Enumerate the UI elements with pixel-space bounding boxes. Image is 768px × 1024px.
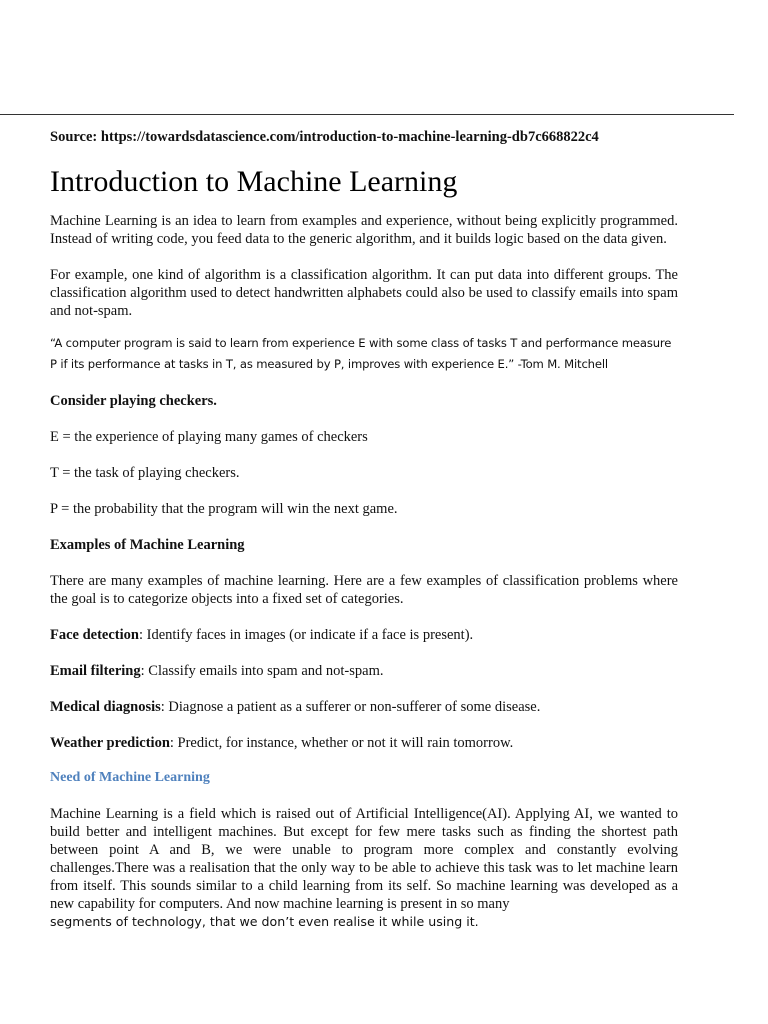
example-desc: : Predict, for instance, whether or not it will rain tomorrow. bbox=[169, 735, 514, 751]
page-title: Introduction to Machine Learning bbox=[50, 165, 458, 198]
intro-paragraph: Machine Learning is an idea to learn from examples and experience, without being explicitly programmed. Instead of writing code, you feed data to the generic algorithm, and it builds logic based on the data given. bbox=[50, 213, 678, 247]
example-desc: : Diagnose a patient as a sufferer or non-sufferer of some disease. bbox=[160, 699, 541, 715]
checkers-e: E = the experience of playing many games of checkers bbox=[50, 429, 368, 445]
document-body bbox=[50, 127, 678, 931]
checkers-p: P = the probability that the program will win the next game. bbox=[50, 501, 398, 517]
example-desc: : Identify faces in images (or indicate if a face is present). bbox=[138, 627, 474, 643]
source-line: Source: https://towardsdatascience.com/introduction-to-machine-learning-db7c668822c4 bbox=[50, 129, 599, 145]
examples-intro: There are many examples of machine learning. Here are a few examples of classification problems where the goal is to categorize objects into a fixed set of categories. bbox=[50, 573, 678, 607]
example-term: Medical diagnosis bbox=[50, 699, 161, 715]
need-paragraph: Machine Learning is a field which is raised out of Artificial Intelligence(AI). Applying AI, we wanted to build better and intelligent machines. But except for few mere tasks such as finding the shortest path between point A and B, we were unable to program more complex and constantly evolving challenges.There was a realisation that the only way to be able to achieve this task was to let machine learn from itself. This sounds similar to a child learning from its self. So machine learning was developed as a new capability for computers. And now machine learning is present in so many bbox=[50, 806, 678, 912]
example-item-medical-diagnosis bbox=[50, 698, 678, 716]
example-term: Email filtering bbox=[50, 663, 141, 679]
example-desc: : Classify emails into spam and not-spam. bbox=[140, 663, 384, 679]
checkers-heading: Consider playing checkers. bbox=[50, 393, 217, 409]
examples-heading: Examples of Machine Learning bbox=[50, 537, 245, 553]
classification-paragraph: For example, one kind of algorithm is a classification algorithm. It can put data into different groups. The classification algorithm used to detect handwritten alphabets could also be used to classify emails into spam and not-spam. bbox=[50, 267, 678, 319]
mitchell-quote: “A computer program is said to learn from experience E with some class of tasks T and performance measure P if its performance at tasks in T, as measured by P, improves with experience E.” -Tom M. Mitchell bbox=[50, 336, 672, 371]
example-term: Face detection bbox=[50, 627, 139, 643]
top-divider bbox=[0, 114, 734, 115]
checkers-t: T = the task of playing checkers. bbox=[50, 465, 240, 481]
example-item-email-filtering bbox=[50, 662, 678, 680]
example-item-weather-prediction bbox=[50, 734, 678, 752]
need-paragraph-last-line: segments of technology, that we don’t even realise it while using it. bbox=[50, 914, 479, 929]
example-term: Weather prediction bbox=[50, 735, 170, 751]
example-item-face-detection bbox=[50, 626, 678, 644]
need-heading: Need of Machine Learning bbox=[50, 770, 210, 785]
